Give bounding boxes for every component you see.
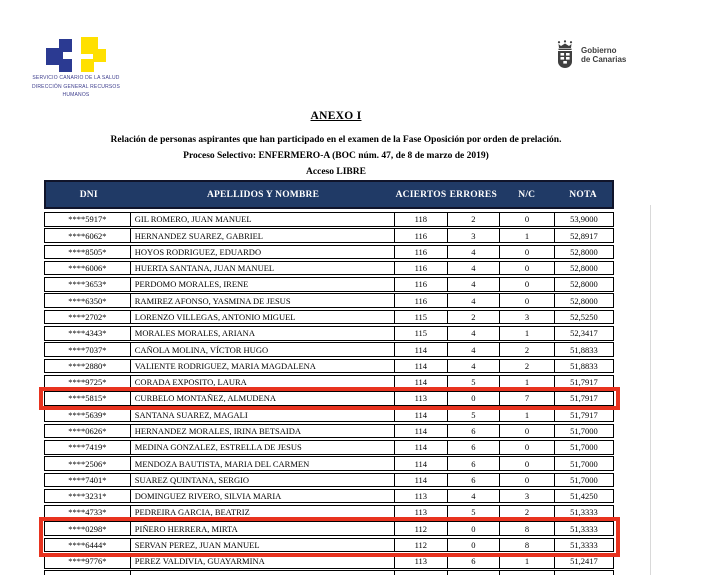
cell-aciertos: 114 — [395, 425, 448, 438]
gobierno-caption-line-2: de Canarias — [581, 55, 627, 64]
cell-nc: 0 — [500, 278, 555, 291]
cell-errores: 4 — [448, 246, 500, 259]
scs-caption-line-2: DIRECCIÓN GENERAL RECURSOS — [31, 83, 121, 90]
table-row — [44, 440, 614, 455]
intro-line-3: Acceso LIBRE — [306, 167, 366, 177]
cell-aciertos: 116 — [395, 229, 448, 242]
cell-nota: 53,9000 — [570, 214, 598, 225]
intro-line-2: Proceso Selectivo: ENFERMERO-A (BOC núm. 47, de 8 de marzo de 2019) — [183, 151, 489, 161]
cell-nc: 0 — [500, 425, 555, 438]
cell-nombre: MENDOZA BAUTISTA, MARIA DEL CARMEN — [131, 457, 395, 470]
cell-aciertos: 114 — [395, 441, 448, 454]
table-row — [44, 489, 614, 504]
cell-errores: 4 — [448, 294, 500, 307]
cell-nc: 7 — [500, 392, 555, 405]
table-row — [44, 456, 614, 471]
cell-nombre: CAÑOLA MOLINA, VÍCTOR HUGO — [131, 343, 395, 356]
cell-nota: 52,5250 — [570, 311, 598, 322]
table-row — [44, 407, 614, 422]
cell-dni: ****5815* — [45, 392, 131, 405]
cell-nc: 0 — [500, 474, 555, 487]
table-row — [44, 424, 614, 439]
cell-nc: 8 — [500, 522, 555, 535]
cell-aciertos: 118 — [395, 213, 448, 226]
column-header-nota: NOTA — [569, 189, 597, 200]
cell-dni: ****2506* — [45, 457, 131, 470]
cell-dni: ****6350* — [45, 294, 131, 307]
table-row — [44, 505, 614, 520]
table-row — [44, 212, 614, 227]
table-header-row — [44, 180, 614, 209]
cell-nombre: SANTANA SUAREZ, MAGALI — [131, 408, 395, 421]
cell-dni: ****2880* — [45, 360, 131, 373]
cell-nc: 0 — [500, 294, 555, 307]
table-row — [44, 554, 614, 569]
cell-nota: 52,8917 — [570, 230, 598, 241]
cell-dni: ****0298* — [45, 522, 131, 535]
cell-nota: 51,7917 — [570, 409, 598, 420]
page-edge-line — [650, 205, 651, 575]
cell-nota: 51,7917 — [570, 377, 598, 388]
cell-aciertos: 113 — [395, 506, 448, 519]
cell-nc: 1 — [500, 376, 555, 389]
cell-aciertos — [395, 571, 448, 575]
cell-errores: 2 — [448, 213, 500, 226]
cell-nombre: VALIENTE RODRIGUEZ, MARIA MAGDALENA — [131, 360, 395, 373]
cell-nc: 2 — [500, 360, 555, 373]
cell-aciertos: 116 — [395, 294, 448, 307]
column-header-nc: N/C — [518, 189, 536, 200]
cell-nombre: HERNANDEZ MORALES, IRINA BETSAIDA — [131, 425, 395, 438]
cell-nota: 51,7000 — [570, 474, 598, 485]
cell-nota: 52,8000 — [570, 263, 598, 274]
cell-dni: ****9776* — [45, 555, 131, 568]
cell-nombre: MORALES MORALES, ARIANA — [131, 327, 395, 340]
cell-nombre: DOMINGUEZ RIVERO, SILVIA MARIA — [131, 490, 395, 503]
cell-nota: 51,7000 — [570, 425, 598, 436]
cell-dni — [45, 571, 131, 575]
scs-logo-caption — [16, 74, 136, 100]
column-header-aciertos: ACIERTOS — [395, 189, 447, 200]
cell-errores: 5 — [448, 376, 500, 389]
cell-nc: 1 — [500, 408, 555, 421]
cell-aciertos: 114 — [395, 474, 448, 487]
cell-dni: ****3653* — [45, 278, 131, 291]
cell-nc: 0 — [500, 262, 555, 275]
cell-nombre: SERVAN PEREZ, JUAN MANUEL — [131, 539, 395, 552]
cell-dni: ****0626* — [45, 425, 131, 438]
scs-logo-yellow-square-2 — [93, 49, 106, 62]
cell-aciertos: 116 — [395, 278, 448, 291]
cell-nota: 52,8000 — [570, 295, 598, 306]
cell-aciertos: 114 — [395, 360, 448, 373]
cell-dni: ****5917* — [45, 213, 131, 226]
cell-aciertos: 116 — [395, 262, 448, 275]
cell-nombre: PIÑERO HERRERA, MIRTA — [131, 522, 395, 535]
cell-aciertos: 112 — [395, 539, 448, 552]
cell-nc: 0 — [500, 441, 555, 454]
cell-nombre: RAMIREZ AFONSO, YASMINA DE JESUS — [131, 294, 395, 307]
cell-dni: ****4733* — [45, 506, 131, 519]
cell-nc: 0 — [500, 213, 555, 226]
cell-nc: 1 — [500, 327, 555, 340]
crown-shield-icon — [554, 40, 576, 70]
cell-nota: 51,3333 — [570, 523, 598, 534]
cell-aciertos: 113 — [395, 392, 448, 405]
cell-nota: 51,4250 — [570, 491, 598, 502]
cell-dni: ****5639* — [45, 408, 131, 421]
cell-errores: 3 — [448, 229, 500, 242]
gobierno-caption-line-1: Gobierno — [581, 46, 617, 55]
cell-nota: 51,2417 — [570, 556, 598, 567]
cell-nota: 51,7000 — [570, 458, 598, 469]
cell-nombre: HUERTA SANTANA, JUAN MANUEL — [131, 262, 395, 275]
cell-dni: ****4343* — [45, 327, 131, 340]
cell-errores: 4 — [448, 490, 500, 503]
table-row — [44, 310, 614, 325]
cell-nc: 3 — [500, 490, 555, 503]
intro-line-1: Relación de personas aspirantes que han participado en el examen de la Fase Oposición por orden de prelación. — [110, 135, 562, 145]
gobierno-canarias-logo — [554, 40, 694, 74]
cell-nota: 51,8833 — [570, 344, 598, 355]
table-row — [44, 228, 614, 243]
cell-errores: 6 — [448, 474, 500, 487]
cell-dni: ****7419* — [45, 441, 131, 454]
cell-nombre — [131, 571, 395, 575]
cell-nota: 51,8833 — [570, 360, 598, 371]
column-header-apellidos: APELLIDOS Y NOMBRE — [206, 189, 320, 200]
cell-dni: ****2702* — [45, 311, 131, 324]
gobierno-logo-caption — [581, 46, 626, 74]
cell-nota: 52,3417 — [570, 328, 598, 339]
cell-nombre: CURBELO MONTAÑEZ, ALMUDENA — [131, 392, 395, 405]
cell-errores: 4 — [448, 360, 500, 373]
cell-nombre: HERNANDEZ SUAREZ, GABRIEL — [131, 229, 395, 242]
column-header-errores: ERRORES — [449, 189, 497, 200]
page-title: ANEXO I — [310, 110, 362, 122]
cell-aciertos: 112 — [395, 522, 448, 535]
cell-dni: ****9725* — [45, 376, 131, 389]
cell-errores: 6 — [448, 441, 500, 454]
cell-errores — [448, 571, 500, 575]
cell-aciertos: 115 — [395, 327, 448, 340]
table-row — [44, 293, 614, 308]
cell-nota: 51,7917 — [570, 393, 598, 404]
cell-nombre: PERDOMO MORALES, IRENE — [131, 278, 395, 291]
cell-errores: 0 — [448, 392, 500, 405]
cell-nc: 8 — [500, 539, 555, 552]
cell-nombre: MEDINA GONZALEZ, ESTRELLA DE JESUS — [131, 441, 395, 454]
scs-caption-line-1: SERVICIO CANARIO DE LA SALUD — [32, 75, 120, 81]
cell-nota — [555, 571, 613, 575]
cell-nombre: CORADA EXPOSITO, LAURA — [131, 376, 395, 389]
cell-aciertos: 113 — [395, 555, 448, 568]
table-row — [44, 261, 614, 276]
cell-errores: 4 — [448, 278, 500, 291]
cell-nc: 2 — [500, 343, 555, 356]
table-row — [44, 391, 614, 406]
cell-errores: 5 — [448, 408, 500, 421]
cell-aciertos: 115 — [395, 311, 448, 324]
cell-errores: 0 — [448, 539, 500, 552]
cell-nc — [500, 571, 555, 575]
cell-errores: 6 — [448, 425, 500, 438]
cell-errores: 6 — [448, 555, 500, 568]
cell-dni: ****6444* — [45, 539, 131, 552]
cell-nc: 0 — [500, 246, 555, 259]
cell-errores: 4 — [448, 343, 500, 356]
table-row — [44, 538, 614, 553]
cell-nombre: LORENZO VILLEGAS, ANTONIO MIGUEL — [131, 311, 395, 324]
table-row — [44, 375, 614, 390]
cell-nc: 0 — [500, 457, 555, 470]
cell-aciertos: 114 — [395, 376, 448, 389]
cell-nota: 51,3333 — [570, 507, 598, 518]
table-row — [44, 277, 614, 292]
cell-nc: 3 — [500, 311, 555, 324]
cell-nc: 1 — [500, 229, 555, 242]
cell-errores: 2 — [448, 311, 500, 324]
cell-dni: ****7037* — [45, 343, 131, 356]
cell-nota: 52,8000 — [570, 279, 598, 290]
cell-dni: ****7401* — [45, 474, 131, 487]
cell-nombre: GIL ROMERO, JUAN MANUEL — [131, 213, 395, 226]
cell-nombre: HOYOS RODRIGUEZ, EDUARDO — [131, 246, 395, 259]
cell-errores: 4 — [448, 327, 500, 340]
cell-aciertos: 114 — [395, 457, 448, 470]
cell-aciertos: 113 — [395, 490, 448, 503]
table-row — [44, 473, 614, 488]
cell-dni: ****3231* — [45, 490, 131, 503]
cell-dni: ****8505* — [45, 246, 131, 259]
cell-nc: 2 — [500, 506, 555, 519]
cell-nombre: PEDREIRA GARCIA, BEATRIZ — [131, 506, 395, 519]
cell-errores: 0 — [448, 522, 500, 535]
scs-caption-line-3: HUMANOS — [62, 92, 90, 98]
table-row — [44, 245, 614, 260]
table-row — [44, 326, 614, 341]
cell-errores: 5 — [448, 506, 500, 519]
results-table — [44, 180, 614, 575]
cell-nombre: PEREZ VALDIVIA, GUAYARMINA — [131, 555, 395, 568]
cell-nota: 52,8000 — [570, 246, 598, 257]
scs-logo-yellow-square-3 — [81, 59, 94, 72]
cell-dni: ****6062* — [45, 229, 131, 242]
cell-aciertos: 116 — [395, 246, 448, 259]
table-row — [44, 342, 614, 357]
cell-errores: 6 — [448, 457, 500, 470]
cell-aciertos: 114 — [395, 408, 448, 421]
table-row — [44, 359, 614, 374]
scs-logo — [0, 0, 160, 100]
table-row-partial — [44, 570, 614, 575]
cell-nota: 51,3333 — [570, 539, 598, 550]
cell-nota: 51,7000 — [570, 442, 598, 453]
scs-logo-blue-square-3 — [59, 59, 72, 72]
column-header-dni: DNI — [79, 189, 98, 200]
table-row — [44, 521, 614, 536]
table-body — [44, 212, 614, 575]
cell-aciertos: 114 — [395, 343, 448, 356]
intro-paragraph — [0, 132, 672, 180]
cell-nc: 1 — [500, 555, 555, 568]
cell-errores: 4 — [448, 262, 500, 275]
cell-nombre: SUAREZ QUINTANA, SERGIO — [131, 474, 395, 487]
cell-dni: ****6006* — [45, 262, 131, 275]
